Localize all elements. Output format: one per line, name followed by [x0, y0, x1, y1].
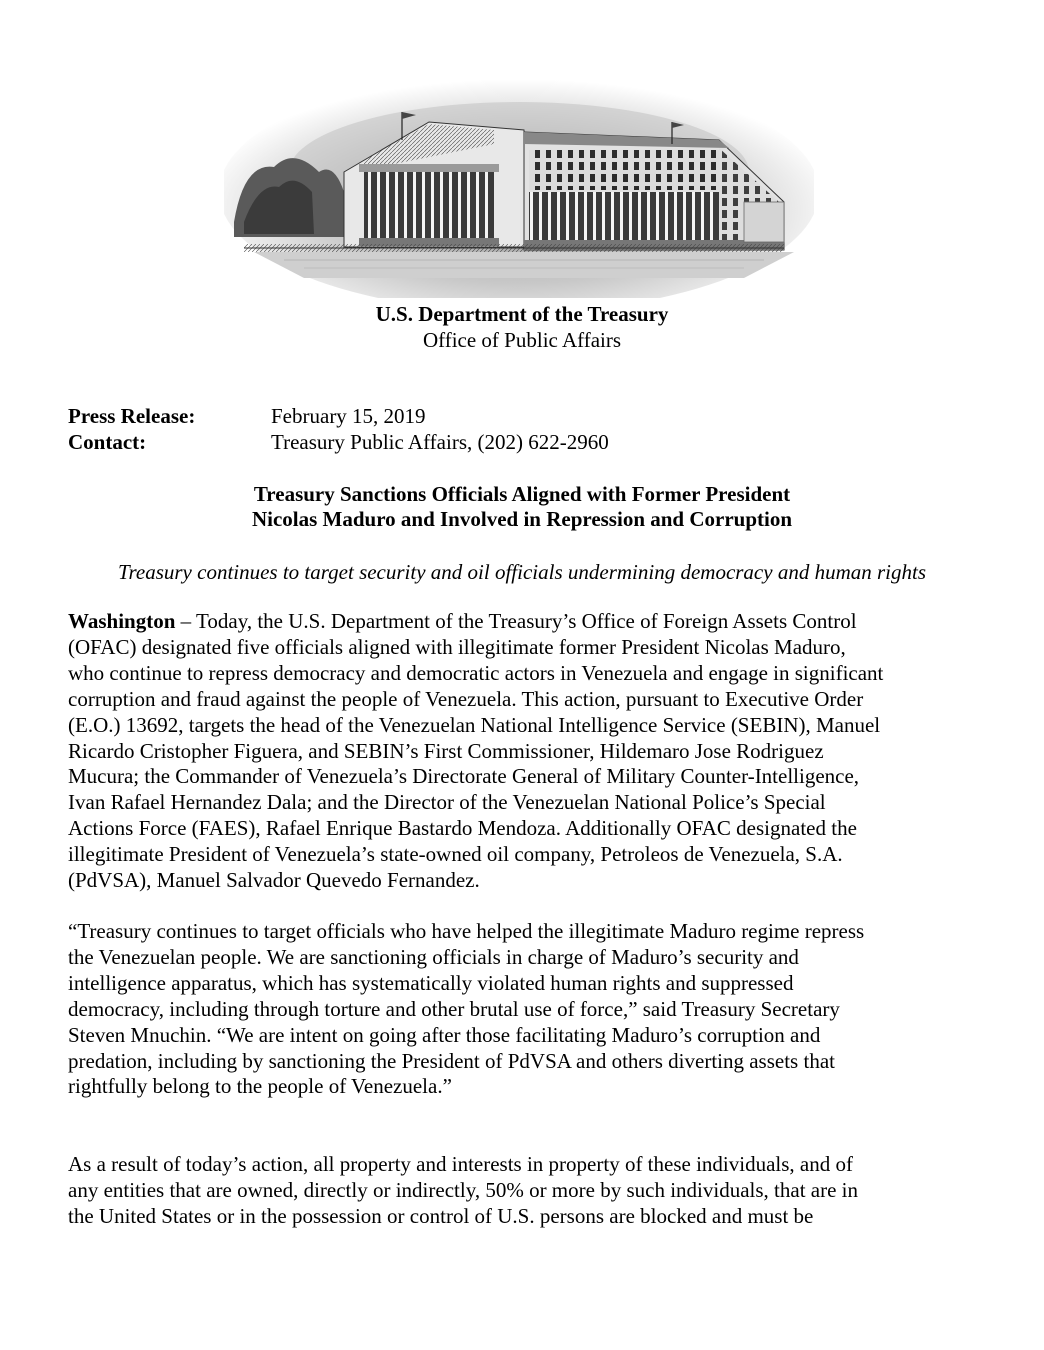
press-release-date: February 15, 2019 [271, 404, 426, 428]
press-release-label: Press Release: [68, 404, 196, 428]
headline [0, 482, 1044, 532]
body-line: corruption and fraud against the people of Venezuela. This action, pursuant to Executive Order [68, 686, 864, 711]
body-line: “Treasury continues to target officials who have helped the illegitimate Maduro regime repress [68, 919, 865, 943]
body-line: the Venezuelan people. We are sanctioning officials in charge of Maduro’s security and [68, 944, 799, 969]
headline-line: Nicolas Maduro and Involved in Repression and Corruption [251, 507, 793, 531]
body-line: predation, including by sanctioning the President of PdVSA and others diverting assets that [68, 1048, 835, 1073]
body-line: Actions Force (FAES), Rafael Enrique Bastardo Mendoza. Additionally OFAC designated the [68, 816, 857, 841]
quote-paragraph [68, 919, 988, 1100]
treasury-building-engraving-icon [224, 52, 814, 298]
subheadline: Treasury continues to target security and oil officials undermining democracy and human rights [117, 560, 927, 584]
department-name: U.S. Department of the Treasury [375, 302, 669, 326]
body-line: democracy, including through torture and other brutal use of force,” said Treasury Secretary [68, 996, 840, 1021]
body-line: As a result of today’s action, all property and interests in property of these individuals, and of [68, 1152, 853, 1176]
contact-value: Treasury Public Affairs, (202) 622-2960 [271, 430, 609, 454]
body-line: the United States or in the possession or control of U.S. persons are blocked and must be [68, 1203, 814, 1228]
office-name: Office of Public Affairs [422, 328, 622, 352]
body-line: Ricardo Cristopher Figuera, and SEBIN’s First Commissioner, Hildemaro Jose Rodriguez [68, 738, 824, 763]
dateline: Washington [68, 609, 176, 633]
body-line: (OFAC) designated five officials aligned with illegitimate former President Nicolas Maduro, [68, 634, 846, 659]
headline-line: Treasury Sanctions Officials Aligned with Former President [253, 482, 791, 506]
contact-label: Contact: [68, 430, 147, 454]
body-line: Steven Mnuchin. “We are intent on going after those facilitating Maduro’s corruption and [68, 1022, 821, 1047]
body-paragraph [68, 609, 988, 894]
body-line: rightfully belong to the people of Venezuela.” [68, 1074, 452, 1099]
body-line: Washington – Today, the U.S. Department of the Treasury’s Office of Foreign Assets Control [68, 609, 857, 633]
body-paragraph [68, 1152, 988, 1230]
body-line: Mucura; the Commander of Venezuela’s Directorate General of Military Counter-Intelligence, [68, 764, 860, 789]
body-line: illegitimate President of Venezuela’s state-owned oil company, Petroleos de Venezuela, S.A. [68, 842, 843, 867]
body-line: (E.O.) 13692, targets the head of the Venezuelan National Intelligence Service (SEBIN), Manuel [68, 712, 881, 737]
body-line: any entities that are owned, directly or indirectly, 50% or more by such individuals, that are in [68, 1177, 858, 1202]
body-line: who continue to repress democracy and democratic actors in Venezuela and engage in significant [68, 660, 884, 685]
body-line: (PdVSA), Manuel Salvador Quevedo Fernandez. [68, 868, 480, 893]
body-line: intelligence apparatus, which has systematically violated human rights and suppressed [68, 970, 794, 995]
body-line: Ivan Rafael Hernandez Dala; and the Director of the Venezuelan National Police’s Special [68, 790, 826, 815]
